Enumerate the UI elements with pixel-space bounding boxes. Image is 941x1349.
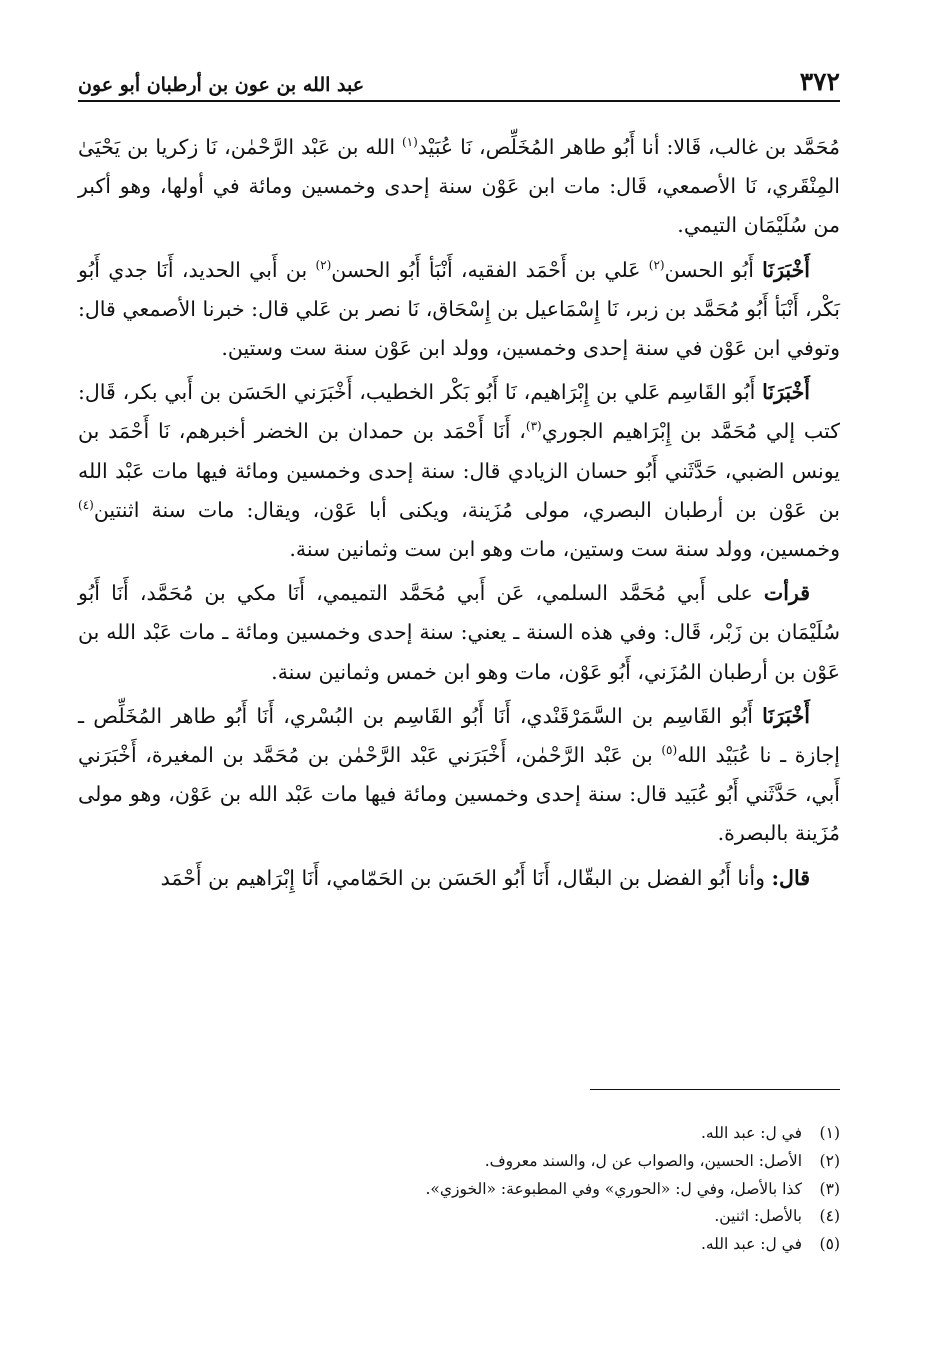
footnote-marker[interactable]: (٥) — [661, 743, 678, 758]
paragraph — [78, 697, 840, 854]
text-segment: وأنا أَبُو الفضل بن البقّال، أَنَا أَبُو الحَسَن بن الحَمّامي، أَنَا إِبْرَاهيم بن أَحْمَد — [160, 865, 772, 890]
text-segment: أَبُو القَاسِم عَلي بن إِبْرَاهيم، نَا أَبُو بَكْر الخطيب، أَخْبَرَني الحَسَن بن أَبي بكر، قَال: كتب إلي مُحَمَّد بن إِبْرَاهيم الجوري — [78, 380, 840, 444]
footnotes — [78, 1120, 840, 1259]
footnote-number: (١) — [819, 1124, 840, 1142]
footnote-text: كذا بالأصل، وفي ل: «الحوري» وفي المطبوعة: «الخوزي». — [425, 1179, 802, 1198]
text-segment: وخمسين، وولد سنة ست وستين، مات وهو ابن ست وثمانين سنة. — [289, 537, 840, 562]
text-segment: عَلي بن أَحْمَد الفقيه، أَنْبَأ أَبُو الحسن — [331, 257, 649, 282]
running-title: عبد الله بن عون بن أرطبان أبو عون — [78, 74, 365, 96]
text-segment: أَبُو الحسن — [664, 257, 763, 282]
footnote-marker[interactable]: (٢) — [315, 257, 332, 272]
footnote-marker[interactable]: (٤) — [78, 498, 94, 512]
paragraph-lead-word: أَخْبَرَنَا — [762, 257, 810, 282]
paragraph — [78, 574, 840, 692]
footnote-item — [78, 1148, 840, 1176]
text-segment: على أَبي مُحَمَّد السلمي، عَن أَبي مُحَمَّد التميمي، أَنَا مكي بن مُحَمَّد، أَنَا أَبُو سُلَيْمَان بن زَبْر، قَال: وفي هذه السنة ـ يعني: سنة إحدى وخمسين ومائة ـ مات عَبْد الله بن عَوْن بن أرطبان المُزَني، أَبُو عَوْن، مات وهو ابن خمس وثمانين سنة. — [78, 581, 840, 684]
text-segment: ، أَنَا أَحْمَد بن حمدان بن الخضر أخبرهم، نَا أَحْمَد بن يونس الضبي، حَدَّثَني أَبُو حسان الزيادي قال: سنة إحدى وخمسين ومائة فيها مات عَبْد الله بن عَوْن بن أرطبان البصري، مولى مُزَينة، ويكنى أبا عَوْن، ويقال: مات سنة اثنتين — [78, 419, 840, 522]
footnote-marker[interactable]: (٢) — [648, 257, 665, 272]
footnote-number: (٢) — [819, 1151, 840, 1170]
paragraph — [78, 128, 840, 246]
footnote-item — [78, 1120, 840, 1148]
page-header — [78, 62, 840, 102]
footnote-text: الأصل: الحسين، والصواب عن ل، والسند معروف. — [484, 1151, 802, 1170]
main-text — [78, 128, 840, 903]
text-segment: بن عَبْد الرَّحْمٰن، أَخْبَرَني عَبْد الرَّحْمٰن بن مُحَمَّد بن المغيرة، أَخْبَرَني أَبي، حَدَّثَني أَبُو عُبَيد قال: سنة إحدى وخمسين ومائة فيها مات عَبْد الله بن عَوْن، وهو مولى مُزَينة بالبصرة. — [78, 743, 840, 846]
paragraph-lead-word: أَخْبَرَنَا — [762, 703, 810, 728]
footnote-number: (٤) — [819, 1207, 840, 1226]
footnote-item — [78, 1176, 840, 1204]
footnote-marker[interactable]: (٣) — [525, 419, 542, 434]
paragraph — [78, 251, 840, 369]
footnote-text: في ل: عبد الله. — [700, 1124, 802, 1142]
footnote-item — [78, 1203, 840, 1231]
paragraph-lead-word: قال: — [771, 865, 810, 890]
footnote-item — [78, 1231, 840, 1259]
paragraph-lead-word: قرأت — [763, 581, 810, 606]
paragraph — [78, 859, 840, 898]
paragraph-lead-word: أَخْبَرَنَا — [762, 380, 810, 405]
footnote-number: (٥) — [819, 1235, 840, 1254]
footnote-number: (٣) — [819, 1179, 840, 1198]
page-number: ٣٧٢ — [799, 67, 840, 96]
footnote-text: بالأصل: اثنين. — [714, 1207, 802, 1226]
footnote-marker[interactable]: (١) — [401, 135, 418, 150]
text-segment: الله بن عَبْد الرَّحْمٰن، نَا زكريا بن يَحْيَىٰ المِنْقَري، نَا الأصمعي، قَال: مات ابن عَوْن سنة إحدى وخمسين ومائة في أولها، وهو أكبر من سُلَيْمَان التيمي. — [78, 135, 840, 238]
text-segment: مُحَمَّد بن غالب، قَالا: أنا أَبُو طاهر المُخَلِّص، نَا عُبَيْد — [417, 135, 840, 159]
text-segment: بن أَبي الحديد، أَنَا جدي أَبُو بَكْر، أَنْبَأ أَبُو مُحَمَّد بن زبر، نَا إِسْمَاعيل بن إِسْحَاق، نَا نصر بن عَلي قال: خبرنا الأصمعي قال: وتوفي ابن عَوْن في سنة إحدى وخمسين، وولد ابن عَوْن سنة ست وستين. — [78, 257, 840, 361]
text-segment: أَبُو القَاسِم بن السَّمَرْقَنْدي، أَنَا أَبُو القَاسِم بن البُسْري، أَنَا أَبُو طاهر المُخَلِّص ـ إجازة ـ نا عُبَيْد الله — [78, 703, 840, 768]
paragraph — [78, 373, 840, 569]
footnote-divider — [590, 1089, 840, 1090]
footnote-text: في ل: عبد الله. — [700, 1235, 802, 1254]
